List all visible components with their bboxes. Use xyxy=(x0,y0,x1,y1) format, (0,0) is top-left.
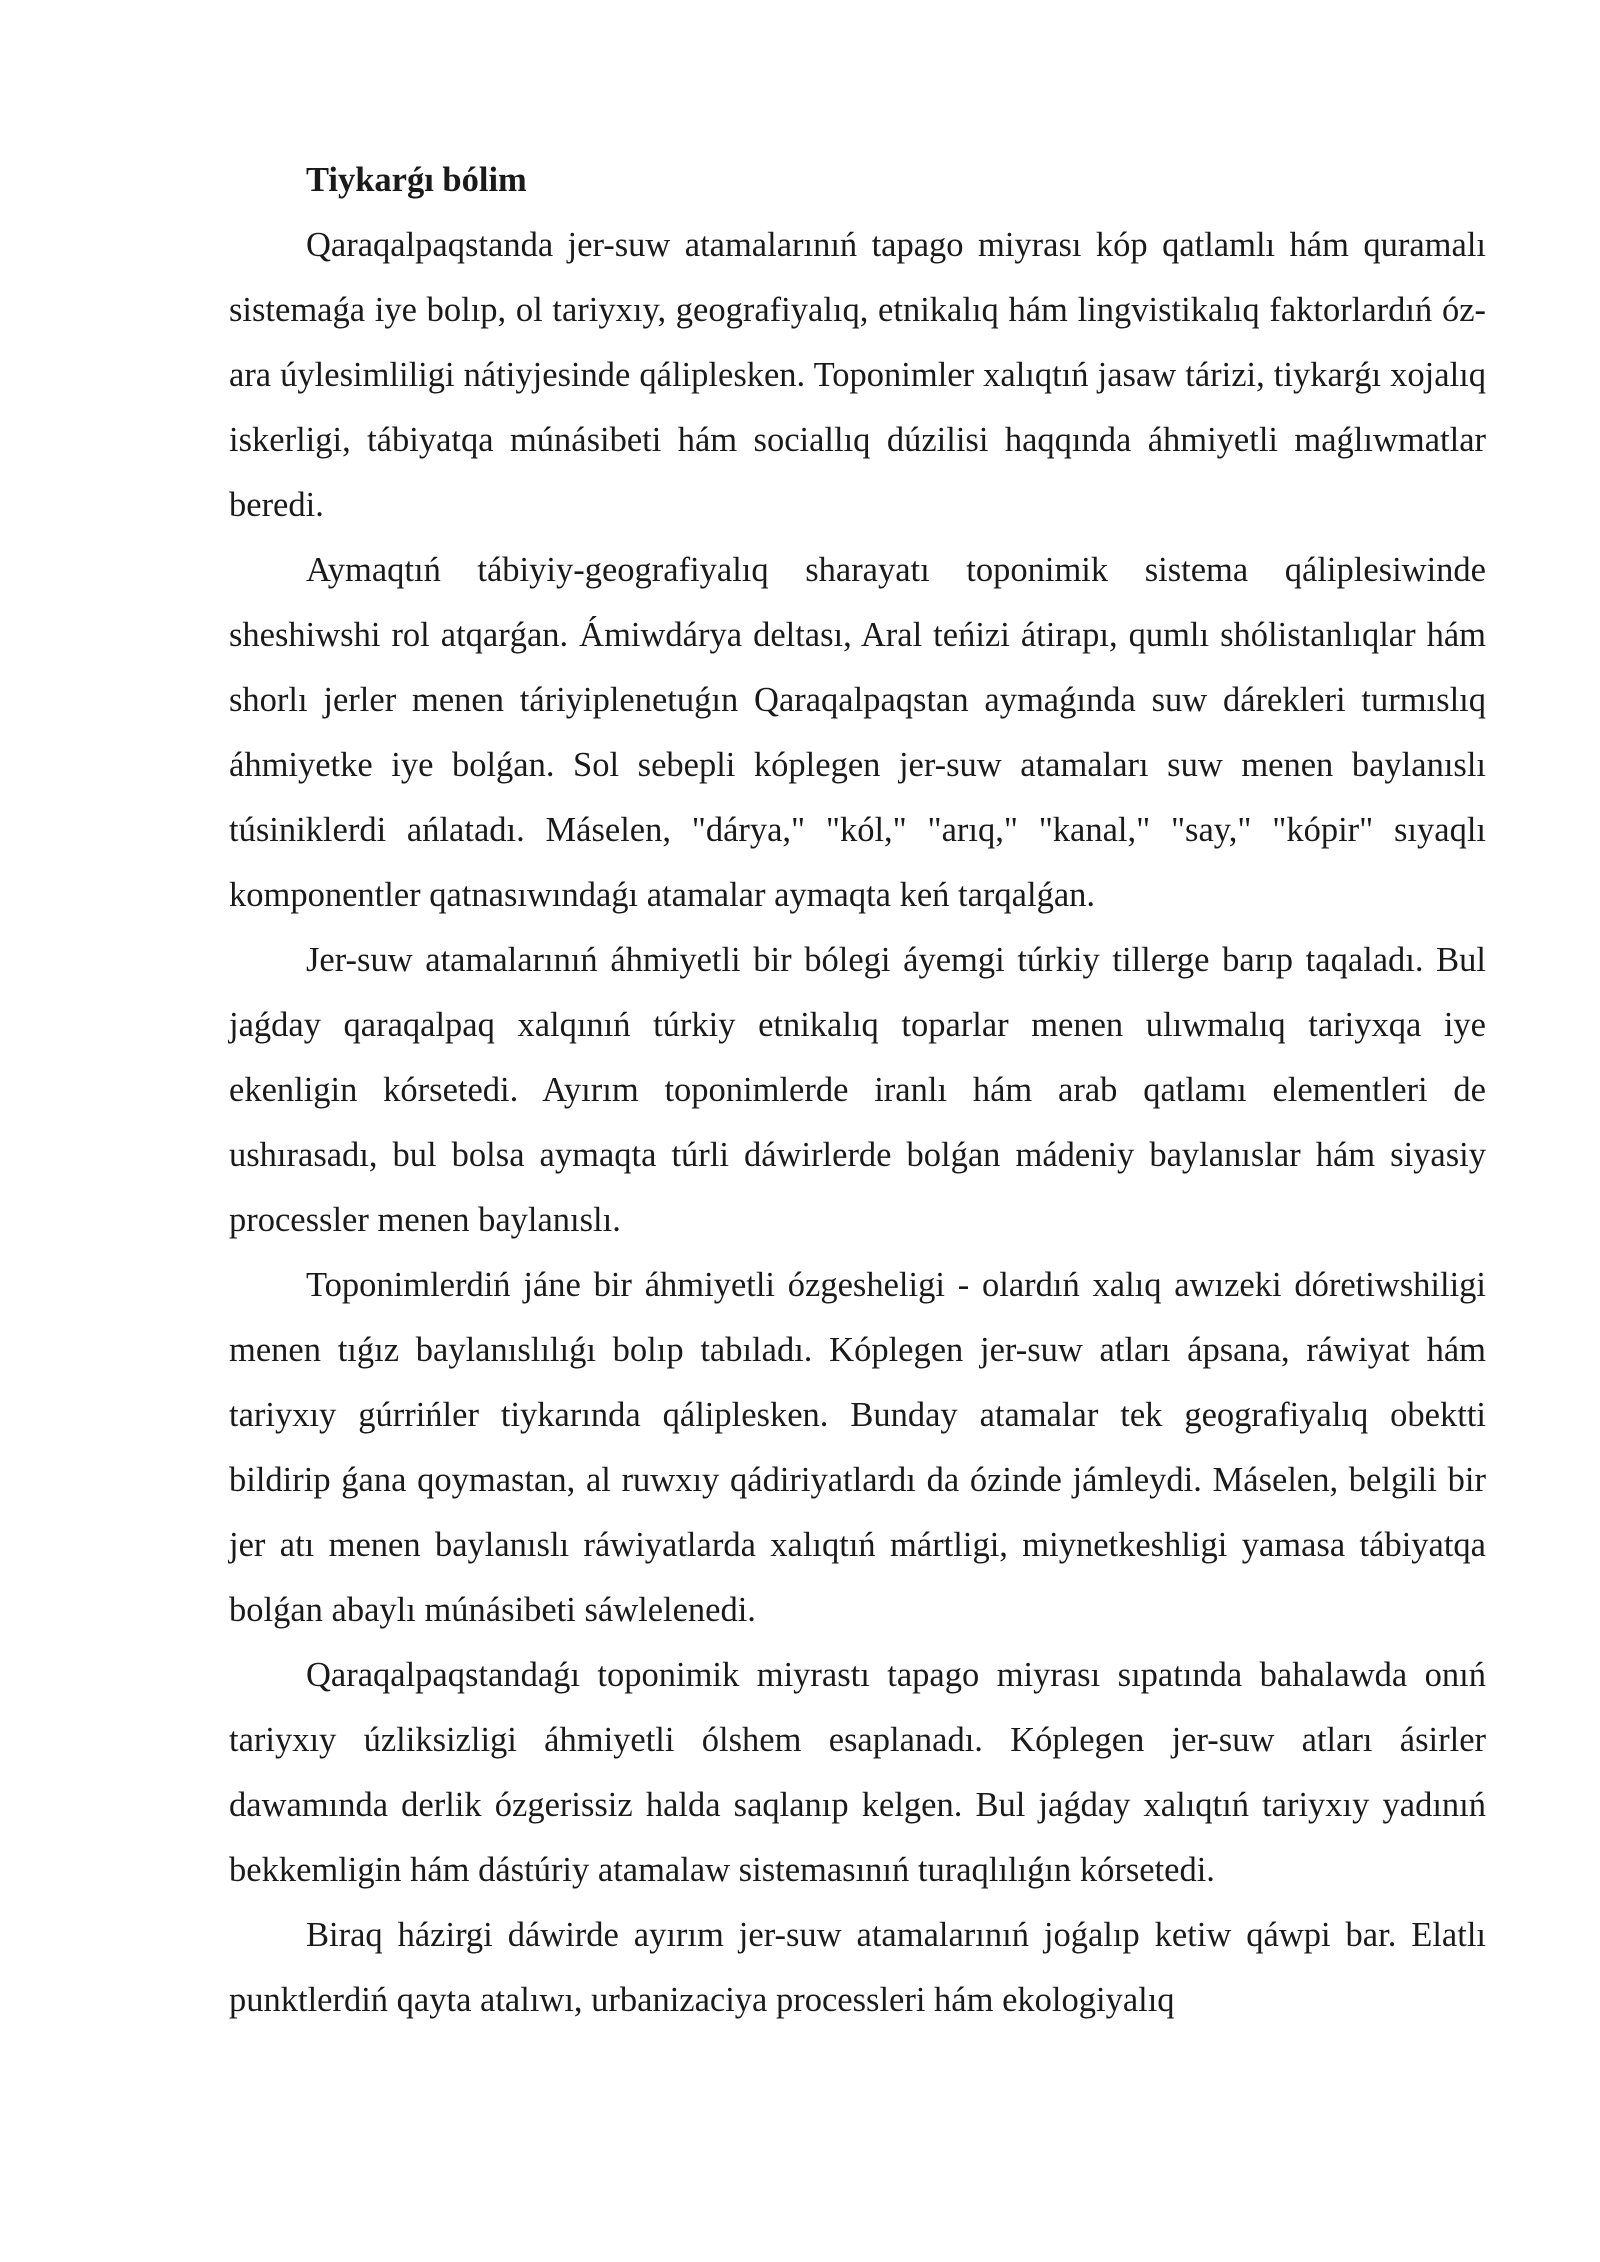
paragraph-3: Jer-suw atamalarınıń áhmiyetli bir bólegi áyemgi túrkiy tillerge barıp taqaladı. Bul jaǵday qaraqalpaq xalqınıń túrkiy etnikalıq toparlar menen ulıwmalıq tariyxqa iye ekenligin kórsetedi. Ayırım toponimlerde iranlı hám arab qatlamı elementleri de ushırasadı, bul bolsa aymaqta túrli dáwirlerde bolǵan mádeniy baylanıslar hám siyasiy processler menen baylanıslı. xyxy=(229,941,1486,1239)
paragraph-2: Aymaqtıń tábiyiy-geografiyalıq sharayatı toponimik sistema qáliplesiwinde sheshiwshi rol atqarǵan. Ámiwdárya deltası, Aral teńizi átirapı, qumlı shólistanlıqlar hám shorlı jerler menen táriyiplenetuǵın Qaraqalpaqstan aymaǵında suw dárekleri turmıslıq áhmiyetke iye bolǵan. Sol sebepli kóplegen jer-suw atamaları suw menen baylanıslı túsiniklerdi ańlatadı. Máselen, "dárya," "kól," "arıq," "kanal," "say," "kópir" sıyaqlı komponentler qatnasıwındaǵı atamalar aymaqta keń tarqalǵan. xyxy=(229,551,1486,914)
section-heading: Tiykarǵı bólim xyxy=(306,161,527,199)
paragraph-1: Qaraqalpaqstanda jer-suw atamalarınıń tapago miyrası kóp qatlamlı hám quramalı sistemaǵa iye bolıp, ol tariyxıy, geografiyalıq, etnikalıq hám lingvistikalıq faktorlardıń óz-ara úylesimliligi nátiyjesinde qálipleskеn. Toponimler xalıqtıń jasaw tárizi, tiykarǵı xojalıq iskerligi, tábiyatqa múnásibeti hám sociallıq dúzilisi haqqında áhmiyetli maǵlıwmatlar beredi. xyxy=(229,226,1486,524)
document-body xyxy=(229,148,1486,2033)
paragraph-4: Toponimlerdiń jáne bir áhmiyetli ózgesheligi - olardıń xalıq awızeki dóretiwshiligi menen tıǵız baylanıslılıǵı bolıp tabıladı. Kóplegen jer-suw atları ápsana, ráwiyat hám tariyxıy gúrrińler tiykarında qáliplesken. Bunday atamalar tek geografiyalıq obektti bildirip ǵana qoymastan, al ruwxıy qádiriyatlardı da ózinde jámleydi. Máselen, belgili bir jer atı menen baylanıslı ráwiyatlarda xalıqtıń mártligi, miynetkeshligi yamasa tábiyatqa bolǵan abaylı múnásibeti sáwlelenedi. xyxy=(229,1266,1486,1629)
paragraph-5: Qaraqalpaqstandaǵı toponimik miyrastı tapago miyrası sıpatında bahalawda onıń tariyxıy úzliksizligi áhmiyetli ólshem esaplanadı. Kóplegen jer-suw atları ásirler dawamında derlik ózgerissiz halda saqlanıp kelgen. Bul jaǵday xalıqtıń tariyxıy yadınıń bekkemligin hám dástúriy atamalaw sistemasınıń turaqlılıǵın kórsetedi. xyxy=(229,1656,1486,1889)
paragraph-6: Biraq házirgi dáwirde ayırım jer-suw atamalarınıń joǵalıp ketiw qáwpi bar. Elatlı punktlerdiń qayta atalıwı, urbanizaciya processleri hám ekologiyalıq xyxy=(229,1916,1486,2019)
